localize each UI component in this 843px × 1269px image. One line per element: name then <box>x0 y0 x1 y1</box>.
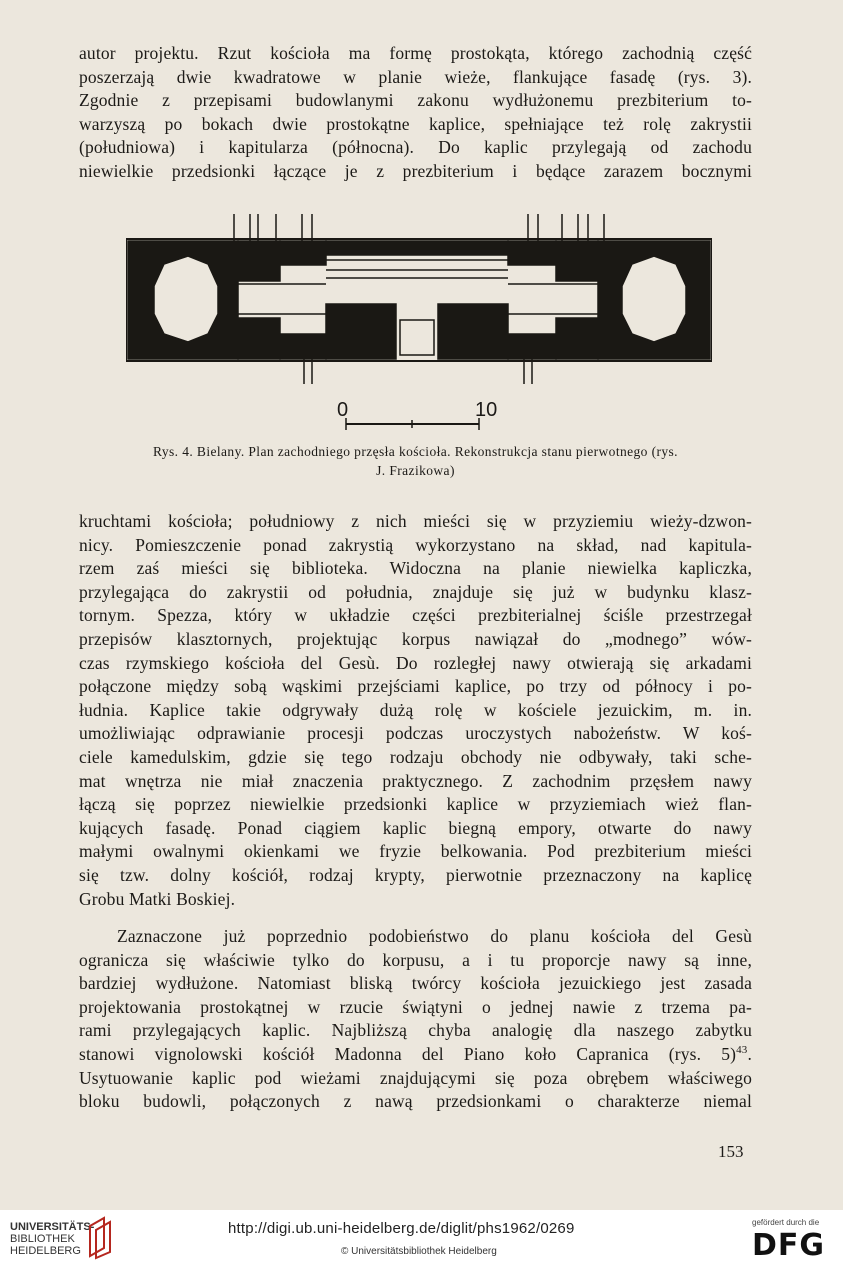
text-line: Grobu Matki Boskiej. <box>79 888 236 909</box>
funded-by-label: gefördert durch die <box>752 1218 820 1227</box>
text-line: warzyszą po bokach dwie prostokątne kaplice, spełniające też rolę zakrystii <box>79 113 752 134</box>
text-line: przepisów klasztornych, projektując korpus nawiązał do „modnego” wów- <box>79 628 752 649</box>
text-line: Usytuowanie kaplic pod wieżami znajdującymi się poza obrębem właściwego <box>79 1067 752 1088</box>
footer-bar <box>0 1210 843 1269</box>
copyright-text: © Universitätsbibliothek Heidelberg <box>341 1246 497 1257</box>
text-line: ogranicza się właściwie tylko do korpusu, a i tu proporcje nawy są inne, <box>79 949 752 970</box>
paragraph-3 <box>79 925 752 1114</box>
caption-line: J. Frazikowa) <box>376 463 455 478</box>
library-line: HEIDELBERG <box>10 1245 81 1257</box>
scale-bar <box>346 418 479 430</box>
library-logo-text <box>10 1221 94 1257</box>
text-line <box>79 1043 752 1067</box>
dfg-logo: DFG <box>752 1228 826 1263</box>
text-line: Zaznaczone już poprzednio podobieństwo do planu kościoła del Gesù <box>117 926 752 946</box>
text-line: bloku budowli, połączonych z nawą przedsionkami o charakterze niemal <box>79 1091 752 1112</box>
church-floor-plan <box>126 212 712 434</box>
caption-line: Rys. 4. Bielany. Plan zachodniego przęsła kościoła. Rekonstrukcja stanu pierwotnego (rys. <box>153 444 678 459</box>
text-line: projektowania prostokątnej w rzucie świątyni o jednej nawie z trzema pa- <box>79 996 752 1017</box>
text-line: łączą się poprzez niewielkie przedsionki kaplice w przyziemiach wież flan- <box>79 794 752 815</box>
text-line: kujących fasadę. Ponad ciągiem kaplic biegną empory, otwarte do nawy <box>79 817 752 838</box>
figure-caption <box>79 442 752 480</box>
library-line: BIBLIOTHEK <box>10 1233 75 1245</box>
text-line: się tzw. dolny kościół, rodzaj krypty, pierwotnie przeznaczony na kaplicę <box>79 864 752 885</box>
text-line: rzem zaś mieści się biblioteka. Widoczna na planie niewielka kapliczka, <box>79 558 752 579</box>
text-line: niewielkie przedsionki łączące je z prezbiterium i będące zarazem bocznymi <box>79 160 752 181</box>
page-number: 153 <box>718 1142 744 1161</box>
paragraph-1 <box>79 42 752 184</box>
text-line: tornym. Spezza, który w układzie części prezbiterialnej ściśle przestrzegał <box>79 605 752 626</box>
scale-label-start: 0 <box>337 399 349 421</box>
text-line: autor projektu. Rzut kościoła ma formę prostokąta, którego zachodnią część <box>79 43 752 63</box>
text-line: połączone między sobą wąskimi przejściami kaplice, po trzy od północy i po- <box>79 676 752 697</box>
text-line: bardziej wydłużone. Natomiast bliską twórcy kościoła jezuickiego jest zasada <box>79 973 752 994</box>
text-line: czas rzymskiego kościoła del Gesù. Do rozległej nawy otwierają się arkadami <box>79 652 752 673</box>
text-line: rami przylegających kaplic. Najbliższą chyba analogię dla naszego zabytku <box>79 1020 752 1041</box>
text-line: umożliwiając odprawianie procesji podczas uroczystych nabożeństw. W koś- <box>79 723 752 744</box>
footnote-ref[interactable]: 43 <box>736 1044 748 1057</box>
text-line: kruchtami kościoła; południowy z nich mieści się w przyziemiu wieży-dzwon- <box>79 511 752 531</box>
text-line: Zgodnie z przepisami budowlanymi zakonu wydłużonemu prezbiterium to- <box>79 90 752 111</box>
permalink-url[interactable]: http://digi.ub.uni-heidelberg.de/diglit/phs1962/0269 <box>228 1220 575 1237</box>
text-line: przylegająca do zakrystii od południa, znajduje się już w budynku klasz- <box>79 581 752 602</box>
text-line: małymi owalnymi okienkami we fryzie belkowania. Pod prezbiterium mieści <box>79 841 752 862</box>
text-line: nicy. Pomieszczenie ponad zakrystią wykorzystano na skład, nad kapitula- <box>79 534 752 555</box>
text-line-tail: . <box>747 1043 752 1064</box>
text-line: (południowa) i kapitularza (północna). Do kaplic przylegają od zachodu <box>79 137 752 158</box>
library-logo-icon <box>86 1216 114 1260</box>
text-line-body: stanowi vignolowski kościół Madonna del Piano koło Capranica (rys. 5) <box>79 1043 737 1064</box>
library-line: UNIVERSITÄTS- <box>10 1221 95 1233</box>
scale-label-end: 10 <box>475 399 498 421</box>
text-line: mat wnętrza nie miał znaczenia praktycznego. Z zachodnim przęsłem nawy <box>79 770 752 791</box>
paragraph-2 <box>79 510 752 911</box>
text-line: łudnia. Kaplice takie odgrywały dużą rolę w kościele jezuickim, m. in. <box>79 699 752 720</box>
text-line: ciele kamedulskim, gdzie się tego rodzaju obchody nie odbywały, taki sche- <box>79 746 752 767</box>
text-line: poszerzają dwie kwadratowe w planie wieże, flankujące fasadę (rys. 3). <box>79 66 752 87</box>
